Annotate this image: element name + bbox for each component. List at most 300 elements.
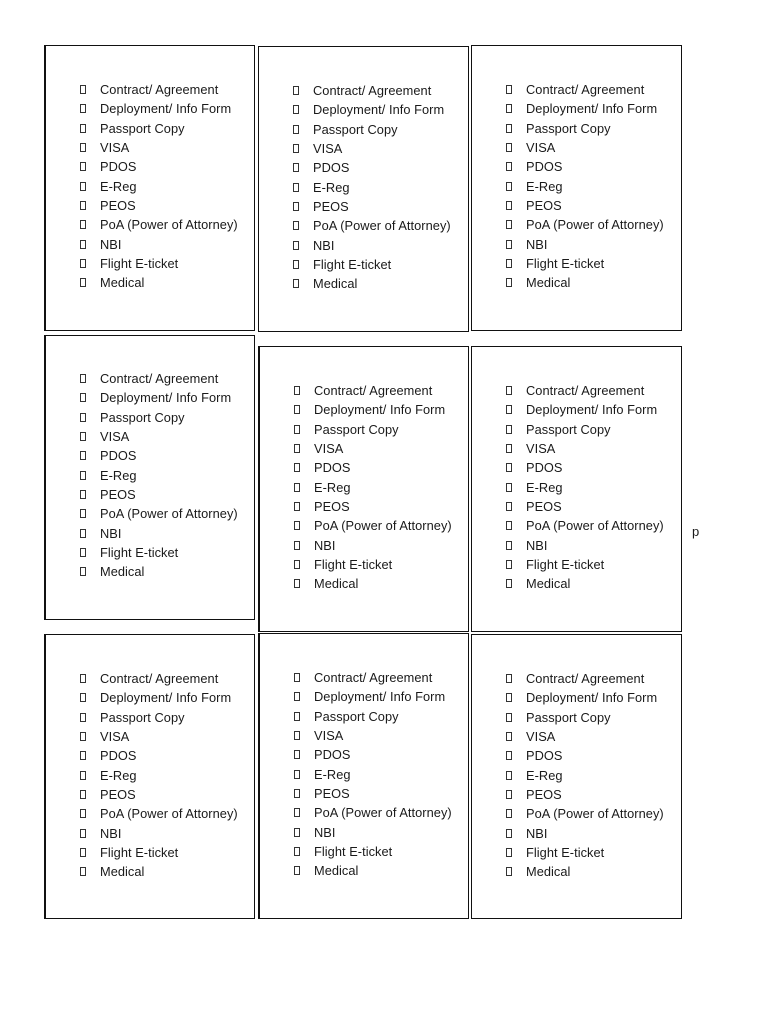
checklist-item-label: PoA (Power of Attorney)	[526, 806, 664, 822]
checkbox-icon[interactable]	[506, 425, 512, 434]
checkbox-icon[interactable]	[506, 444, 512, 453]
checklist-item	[80, 369, 238, 388]
checklist-card	[44, 634, 255, 919]
checklist-item	[294, 439, 452, 458]
checklist-item	[80, 485, 238, 504]
checkbox-icon[interactable]	[294, 386, 300, 395]
checklist	[506, 80, 664, 292]
checklist-item-label: PDOS	[100, 448, 137, 464]
checklist-item-label: Contract/ Agreement	[526, 671, 645, 687]
checklist-item-label: Flight E-ticket	[314, 556, 393, 572]
checklist-item	[80, 765, 238, 784]
checklist-item-label: Contract/ Agreement	[314, 670, 433, 686]
checklist-item	[80, 823, 238, 842]
checklist-item-label: Flight E-ticket	[526, 844, 605, 860]
stray-character: p	[692, 524, 700, 539]
checkbox-icon[interactable]	[80, 771, 86, 780]
checkbox-icon[interactable]	[80, 471, 86, 480]
checklist-item	[294, 861, 452, 880]
checklist-item-label: VISA	[526, 140, 556, 156]
checkbox-icon[interactable]	[506, 751, 512, 760]
checkbox-icon[interactable]	[506, 220, 512, 229]
checklist-item	[80, 215, 238, 234]
checklist-item-label: Contract/ Agreement	[100, 82, 219, 98]
checkbox-icon[interactable]	[80, 278, 86, 287]
checklist-item	[293, 197, 451, 216]
checklist-item-label: Medical	[526, 864, 571, 880]
checkbox-icon[interactable]	[293, 260, 299, 269]
checklist-item-label: NBI	[526, 825, 548, 841]
checklist-item	[80, 669, 238, 688]
checklist-item-label: Flight E-ticket	[100, 844, 179, 860]
checkbox-icon[interactable]	[294, 405, 300, 414]
checklist-item-label: Flight E-ticket	[526, 255, 605, 271]
checkbox-icon[interactable]	[293, 144, 299, 153]
checklist-item-label: PDOS	[314, 747, 351, 763]
checkbox-icon[interactable]	[294, 502, 300, 511]
checkbox-icon[interactable]	[80, 848, 86, 857]
checkbox-icon[interactable]	[294, 463, 300, 472]
checkbox-icon[interactable]	[294, 866, 300, 875]
checklist-item	[294, 574, 452, 593]
checklist-item-label: VISA	[100, 140, 130, 156]
checkbox-icon[interactable]	[506, 521, 512, 530]
checklist-item	[506, 80, 664, 99]
checkbox-icon[interactable]	[294, 770, 300, 779]
checklist-item	[506, 555, 664, 574]
checklist-item-label: PEOS	[100, 786, 136, 802]
checklist	[80, 369, 238, 581]
checkbox-icon[interactable]	[293, 221, 299, 230]
checklist-item-label: Deployment/ Info Form	[100, 690, 232, 706]
checklist-item	[506, 119, 664, 138]
checklist-card	[44, 45, 255, 331]
checklist-item-label: Deployment/ Info Form	[314, 402, 446, 418]
checkbox-icon[interactable]	[506, 182, 512, 191]
checkbox-icon[interactable]	[80, 867, 86, 876]
checklist-item	[80, 196, 238, 215]
checklist-item	[80, 138, 238, 157]
checklist-item	[294, 516, 452, 535]
checkbox-icon[interactable]	[80, 809, 86, 818]
checklist-item	[80, 99, 238, 118]
checkbox-icon[interactable]	[294, 731, 300, 740]
checklist-item-label: PoA (Power of Attorney)	[526, 217, 664, 233]
checklist-item	[294, 687, 452, 706]
checklist-item	[80, 804, 238, 823]
checklist-item	[506, 138, 664, 157]
checklist-card	[471, 45, 682, 331]
checkbox-icon[interactable]	[80, 259, 86, 268]
checklist-item	[506, 99, 664, 118]
checkbox-icon[interactable]	[80, 104, 86, 113]
checklist-card	[471, 346, 682, 632]
checklist-item-label: VISA	[313, 141, 343, 157]
checklist-item-label: VISA	[314, 441, 344, 457]
checklist	[294, 381, 452, 593]
checkbox-icon[interactable]	[506, 713, 512, 722]
checklist-item-label: E-Reg	[526, 178, 563, 194]
checklist-item	[294, 726, 452, 745]
checkbox-icon[interactable]	[80, 201, 86, 210]
checklist-item-label: NBI	[100, 525, 122, 541]
checklist-item	[80, 562, 238, 581]
checklist-item-label: Contract/ Agreement	[526, 82, 645, 98]
checklist-item-label: E-Reg	[100, 467, 137, 483]
checklist-item-label: PDOS	[526, 159, 563, 175]
checkbox-icon[interactable]	[293, 279, 299, 288]
checkbox-icon[interactable]	[506, 201, 512, 210]
checklist-item	[293, 274, 451, 293]
checklist-item-label: PoA (Power of Attorney)	[100, 806, 238, 822]
checklist-item	[80, 708, 238, 727]
checklist-item	[506, 823, 664, 842]
checklist-item-label: NBI	[314, 824, 336, 840]
checklist-item	[80, 80, 238, 99]
checkbox-icon[interactable]	[506, 162, 512, 171]
checkbox-icon[interactable]	[294, 847, 300, 856]
checkbox-icon[interactable]	[506, 560, 512, 569]
checkbox-icon[interactable]	[294, 541, 300, 550]
checklist	[506, 669, 664, 881]
checklist-item	[506, 234, 664, 253]
checklist-item	[506, 746, 664, 765]
checklist-item-label: E-Reg	[313, 179, 350, 195]
checkbox-icon[interactable]	[80, 413, 86, 422]
checklist-item-label: Deployment/ Info Form	[526, 101, 658, 117]
checkbox-icon[interactable]	[294, 750, 300, 759]
checkbox-icon[interactable]	[80, 220, 86, 229]
checklist-item-label: Deployment/ Info Form	[100, 101, 232, 117]
checklist-item-label: VISA	[314, 728, 344, 744]
checklist-item-label: PoA (Power of Attorney)	[314, 805, 452, 821]
checkbox-icon[interactable]	[506, 405, 512, 414]
checklist-item-label: Passport Copy	[313, 121, 398, 137]
checklist-item	[80, 688, 238, 707]
checklist-item	[80, 427, 238, 446]
checkbox-icon[interactable]	[293, 105, 299, 114]
checkbox-icon[interactable]	[80, 713, 86, 722]
checkbox-icon[interactable]	[506, 463, 512, 472]
checklist-item-label: Passport Copy	[314, 708, 399, 724]
checklist-item-label: Contract/ Agreement	[100, 371, 219, 387]
checklist-item-label: Deployment/ Info Form	[526, 402, 658, 418]
checkbox-icon[interactable]	[506, 104, 512, 113]
checklist	[80, 669, 238, 881]
checklist-item-label: NBI	[314, 537, 336, 553]
checkbox-icon[interactable]	[293, 86, 299, 95]
checklist-item	[506, 516, 664, 535]
checkbox-icon[interactable]	[80, 490, 86, 499]
checkbox-icon[interactable]	[294, 808, 300, 817]
checkbox-icon[interactable]	[294, 521, 300, 530]
checklist-item	[506, 381, 664, 400]
checklist-item	[294, 381, 452, 400]
checklist-item-label: Contract/ Agreement	[313, 83, 432, 99]
checklist-item-label: NBI	[526, 537, 548, 553]
checklist-item-label: VISA	[100, 729, 130, 745]
checklist-item-label: E-Reg	[314, 479, 351, 495]
checklist-item	[506, 254, 664, 273]
checklist-item-label: PEOS	[313, 198, 349, 214]
checkbox-icon[interactable]	[80, 790, 86, 799]
checklist-item-label: Contract/ Agreement	[314, 383, 433, 399]
checklist-item	[80, 523, 238, 542]
checkbox-icon[interactable]	[506, 693, 512, 702]
checkbox-icon[interactable]	[80, 509, 86, 518]
checkbox-icon[interactable]	[293, 183, 299, 192]
checklist-item-label: PEOS	[526, 498, 562, 514]
checklist-item	[506, 862, 664, 881]
checkbox-icon[interactable]	[506, 124, 512, 133]
checklist-item-label: PDOS	[100, 159, 137, 175]
checklist-item	[80, 273, 238, 292]
checkbox-icon[interactable]	[293, 163, 299, 172]
checkbox-icon[interactable]	[506, 502, 512, 511]
checkbox-icon[interactable]	[294, 692, 300, 701]
checklist-item-label: PoA (Power of Attorney)	[100, 217, 238, 233]
checkbox-icon[interactable]	[294, 712, 300, 721]
checkbox-icon[interactable]	[294, 483, 300, 492]
checklist-item	[294, 400, 452, 419]
checkbox-icon[interactable]	[293, 241, 299, 250]
checklist-item	[294, 842, 452, 861]
checklist-item-label: PEOS	[526, 786, 562, 802]
checklist-item-label: Medical	[100, 864, 145, 880]
checkbox-icon[interactable]	[80, 85, 86, 94]
checkbox-icon[interactable]	[294, 828, 300, 837]
checklist-item-label: PDOS	[100, 748, 137, 764]
checklist-item	[506, 273, 664, 292]
checklist-item	[506, 765, 664, 784]
checklist-item-label: Deployment/ Info Form	[314, 689, 446, 705]
checklist-item	[506, 785, 664, 804]
checklist-item	[506, 400, 664, 419]
checklist-item-label: VISA	[526, 729, 556, 745]
checkbox-icon[interactable]	[294, 425, 300, 434]
checklist	[80, 80, 238, 292]
checklist-item-label: PDOS	[314, 460, 351, 476]
checklist-item	[506, 215, 664, 234]
checklist	[294, 668, 452, 880]
checkbox-icon[interactable]	[80, 674, 86, 683]
checklist-item	[506, 458, 664, 477]
checklist-item-label: Passport Copy	[526, 421, 611, 437]
checklist-item-label: Contract/ Agreement	[526, 383, 645, 399]
checklist-item	[506, 843, 664, 862]
checklist-item-label: Flight E-ticket	[313, 256, 392, 272]
checklist-card	[258, 633, 469, 919]
checklist-item	[293, 158, 451, 177]
checklist-item-label: Deployment/ Info Form	[313, 102, 445, 118]
checklist-item	[80, 446, 238, 465]
checkbox-icon[interactable]	[80, 143, 86, 152]
checklist-item-label: Flight E-ticket	[100, 255, 179, 271]
checkbox-icon[interactable]	[506, 386, 512, 395]
checkbox-icon[interactable]	[80, 124, 86, 133]
checklist-item-label: Passport Copy	[526, 709, 611, 725]
checkbox-icon[interactable]	[506, 85, 512, 94]
checkbox-icon[interactable]	[506, 579, 512, 588]
checklist-item-label: PoA (Power of Attorney)	[314, 518, 452, 534]
checklist-item-label: Medical	[314, 863, 359, 879]
checklist-item	[294, 497, 452, 516]
checklist-item-label: Flight E-ticket	[314, 843, 393, 859]
checkbox-icon[interactable]	[80, 548, 86, 557]
checklist-item-label: NBI	[100, 825, 122, 841]
checklist-item-label: PoA (Power of Attorney)	[313, 218, 451, 234]
checklist-item-label: PEOS	[526, 197, 562, 213]
checkbox-icon[interactable]	[294, 579, 300, 588]
checklist-item	[506, 157, 664, 176]
checklist-item	[80, 543, 238, 562]
checklist-item	[294, 707, 452, 726]
checkbox-icon[interactable]	[506, 867, 512, 876]
checklist-item	[293, 255, 451, 274]
checklist-item	[80, 254, 238, 273]
checklist-item-label: E-Reg	[314, 766, 351, 782]
checkbox-icon[interactable]	[294, 560, 300, 569]
checkbox-icon[interactable]	[294, 789, 300, 798]
checklist-item-label: E-Reg	[100, 767, 137, 783]
checkbox-icon[interactable]	[80, 693, 86, 702]
checkbox-icon[interactable]	[506, 771, 512, 780]
checklist-item	[506, 196, 664, 215]
checklist-item-label: NBI	[100, 236, 122, 252]
checklist-item	[506, 727, 664, 746]
checkbox-icon[interactable]	[80, 393, 86, 402]
checklist-item-label: PEOS	[314, 498, 350, 514]
checkbox-icon[interactable]	[80, 162, 86, 171]
checklist	[293, 81, 451, 293]
checklist-item	[80, 119, 238, 138]
checklist-item-label: VISA	[526, 441, 556, 457]
checklist-item	[293, 216, 451, 235]
checklist-item	[294, 803, 452, 822]
checklist-item-label: Medical	[100, 275, 145, 291]
checkbox-icon[interactable]	[506, 259, 512, 268]
checklist-item	[506, 574, 664, 593]
checklist-item	[80, 746, 238, 765]
checkbox-icon[interactable]	[80, 240, 86, 249]
checkbox-icon[interactable]	[294, 444, 300, 453]
checkbox-icon[interactable]	[506, 732, 512, 741]
checklist-item	[506, 535, 664, 554]
checklist-item	[80, 234, 238, 253]
checklist-item	[80, 157, 238, 176]
checklist-item	[80, 727, 238, 746]
checklist-item	[506, 669, 664, 688]
checkbox-icon[interactable]	[506, 240, 512, 249]
checkbox-icon[interactable]	[80, 829, 86, 838]
checkbox-icon[interactable]	[506, 809, 512, 818]
checklist-item-label: E-Reg	[526, 479, 563, 495]
checklist-item	[293, 177, 451, 196]
checkbox-icon[interactable]	[80, 567, 86, 576]
checklist-item	[294, 555, 452, 574]
checklist-item	[80, 785, 238, 804]
checklist-item-label: Deployment/ Info Form	[100, 390, 232, 406]
checkbox-icon[interactable]	[506, 143, 512, 152]
checkbox-icon[interactable]	[80, 529, 86, 538]
checkbox-icon[interactable]	[293, 125, 299, 134]
checkbox-icon[interactable]	[80, 432, 86, 441]
checklist-item-label: PEOS	[314, 785, 350, 801]
checklist-item-label: Medical	[313, 276, 358, 292]
checklist-item	[294, 764, 452, 783]
checklist-item	[293, 235, 451, 254]
checklist-item	[506, 688, 664, 707]
checklist-item	[80, 388, 238, 407]
checklist-item	[294, 668, 452, 687]
checklist-item-label: Passport Copy	[100, 120, 185, 136]
checklist-item	[294, 784, 452, 803]
checkbox-icon[interactable]	[80, 374, 86, 383]
checklist-card	[44, 335, 255, 620]
checklist-item	[294, 477, 452, 496]
checklist-item-label: VISA	[100, 429, 130, 445]
checklist-item	[294, 420, 452, 439]
checklist-item	[80, 408, 238, 427]
checklist-card	[471, 634, 682, 919]
checklist-item	[80, 465, 238, 484]
checklist-item	[80, 504, 238, 523]
checkbox-icon[interactable]	[506, 541, 512, 550]
checklist-item	[294, 822, 452, 841]
checklist-item-label: Passport Copy	[526, 120, 611, 136]
checklist-item-label: PDOS	[313, 160, 350, 176]
checklist-item-label: Medical	[526, 576, 571, 592]
checklist-item	[293, 139, 451, 158]
checklist-item-label: Passport Copy	[314, 421, 399, 437]
checklist-item	[80, 843, 238, 862]
checkbox-icon[interactable]	[80, 732, 86, 741]
checklist-item-label: Passport Copy	[100, 409, 185, 425]
checklist-item-label: PEOS	[100, 486, 136, 502]
checkbox-icon[interactable]	[506, 278, 512, 287]
checkbox-icon[interactable]	[506, 483, 512, 492]
checklist-item-label: Flight E-ticket	[526, 556, 605, 572]
checklist-item	[293, 81, 451, 100]
checklist-item-label: Medical	[314, 576, 359, 592]
checklist-item-label: Passport Copy	[100, 709, 185, 725]
checkbox-icon[interactable]	[506, 674, 512, 683]
checklist-card	[258, 46, 469, 332]
checklist-item	[506, 420, 664, 439]
checklist-item	[506, 708, 664, 727]
checklist-item-label: Flight E-ticket	[100, 544, 179, 560]
checkbox-icon[interactable]	[80, 451, 86, 460]
checklist-item-label: NBI	[313, 237, 335, 253]
checklist-card	[258, 346, 469, 632]
checklist-item	[506, 804, 664, 823]
checklist-item-label: E-Reg	[100, 178, 137, 194]
checklist-item-label: Medical	[100, 564, 145, 580]
checkbox-icon[interactable]	[80, 751, 86, 760]
checkbox-icon[interactable]	[506, 790, 512, 799]
checklist-item	[294, 458, 452, 477]
checkbox-icon[interactable]	[80, 182, 86, 191]
checkbox-icon[interactable]	[506, 848, 512, 857]
checkbox-icon[interactable]	[506, 829, 512, 838]
checkbox-icon[interactable]	[294, 673, 300, 682]
checkbox-icon[interactable]	[293, 202, 299, 211]
checklist-item-label: PDOS	[526, 460, 563, 476]
checklist-item-label: PEOS	[100, 197, 136, 213]
checklist-item	[294, 745, 452, 764]
checklist-item	[80, 862, 238, 881]
checklist-item	[506, 497, 664, 516]
